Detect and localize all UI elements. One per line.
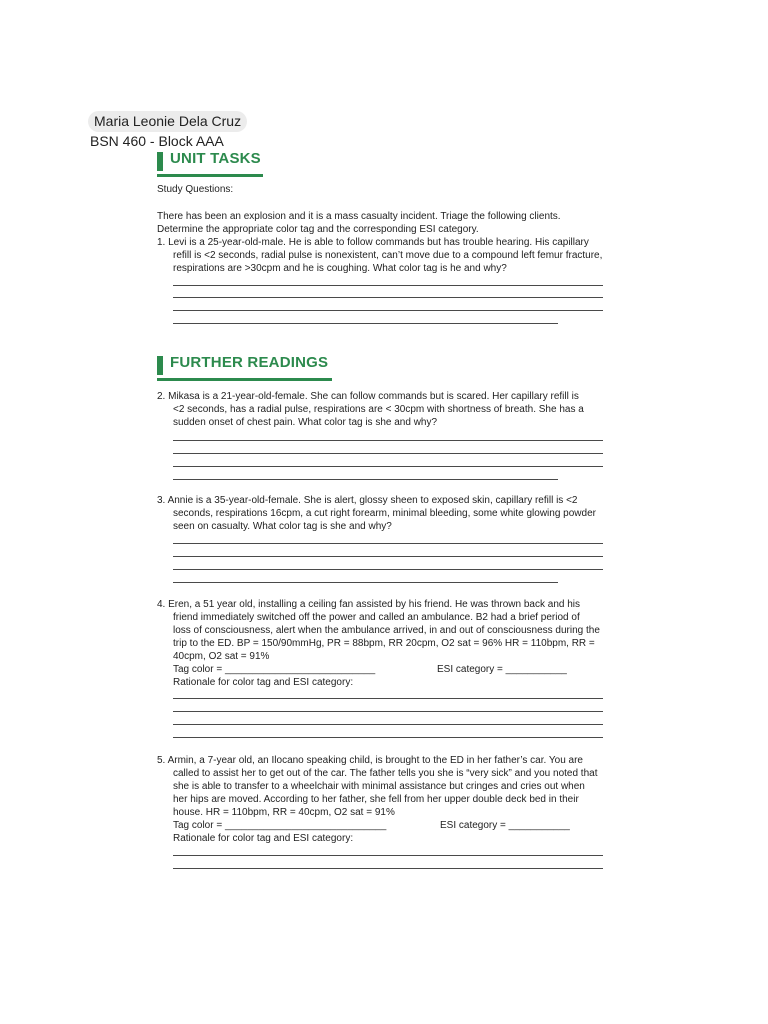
question-4-line: 4. Eren, a 51 year old, installing a ceiling fan assisted by his friend. He was thrown back and his [157, 599, 581, 610]
answer-line[interactable] [173, 323, 558, 324]
answer-line[interactable] [173, 698, 603, 699]
course-block: BSN 460 - Block AAA [90, 133, 224, 149]
question-3-line: seconds, respirations 16cpm, a cut right forearm, minimal bleeding, some white glowing powder [173, 508, 596, 519]
answer-line[interactable] [173, 569, 603, 570]
heading-underline [157, 174, 263, 177]
heading-underline [157, 378, 332, 381]
question-3-line: 3. Annie is a 35-year-old-female. She is alert, glossy sheen to exposed skin, capillary refill is <2 [157, 495, 578, 506]
question-5-line: 5. Armin, a 7-year old, an Ilocano speaking child, is brought to the ED in her father’s car. You are [157, 755, 583, 766]
heading-bar [157, 152, 163, 171]
further-readings-title: FURTHER READINGS [170, 354, 329, 371]
question-1-line: 1. Levi is a 25-year-old-male. He is able to follow commands but has trouble hearing. His capillary [157, 237, 589, 248]
tag-color-field[interactable]: Tag color = ___________________________ [173, 664, 376, 675]
answer-line[interactable] [173, 285, 603, 286]
answer-line[interactable] [173, 855, 603, 856]
answer-line[interactable] [173, 466, 603, 467]
answer-line[interactable] [173, 310, 603, 311]
question-4-line: loss of consciousness, alert when the ambulance arrived, in and out of consciousness during the [173, 625, 600, 636]
question-4-line: friend immediately switched off the power and called an ambulance. B2 had a brief period of [173, 612, 580, 623]
rationale-label: Rationale for color tag and ESI category: [173, 833, 354, 844]
student-name: Maria Leonie Dela Cruz [88, 111, 247, 132]
answer-line[interactable] [173, 868, 603, 869]
question-5-line: called to assist her to get out of the car. The father tells you she is “very sick” and you noted that [173, 768, 598, 779]
question-3-line: seen on casualty. What color tag is she and why? [173, 521, 392, 532]
answer-line[interactable] [173, 479, 558, 480]
question-2-line: 2. Mikasa is a 21-year-old-female. She can follow commands but is scared. Her capillary refill is [157, 391, 579, 402]
answer-line[interactable] [173, 453, 603, 454]
answer-line[interactable] [173, 556, 603, 557]
answer-line[interactable] [173, 711, 603, 712]
answer-line[interactable] [173, 724, 603, 725]
question-2-line: sudden onset of chest pain. What color tag is she and why? [173, 417, 438, 428]
answer-line[interactable] [173, 543, 603, 544]
answer-line[interactable] [173, 737, 603, 738]
intro-line: There has been an explosion and it is a mass casualty incident. Triage the following clients. [157, 211, 561, 222]
esi-category-field[interactable]: ESI category = ___________ [437, 664, 567, 675]
intro-line: Determine the appropriate color tag and the corresponding ESI category. [157, 224, 479, 235]
question-1-line: respirations are >30cpm and he is coughing. What color tag is he and why? [173, 263, 507, 274]
answer-line[interactable] [173, 297, 603, 298]
study-questions-label: Study Questions: [157, 184, 234, 195]
question-1-line: refill is <2 seconds, radial pulse is nonexistent, can’t move due to a compound left femur fracture, [173, 250, 603, 261]
rationale-label: Rationale for color tag and ESI category: [173, 677, 354, 688]
heading-bar [157, 356, 163, 375]
tag-color-field[interactable]: Tag color = _____________________________ [173, 820, 387, 831]
question-4-line: trip to the ED. BP = 150/90mmHg, PR = 88bpm, RR 20cpm, O2 sat = 96% HR = 110bpm, RR = [173, 638, 595, 649]
unit-tasks-title: UNIT TASKS [170, 150, 261, 167]
question-5-line: she is able to transfer to a wheelchair with minimal assistance but cringes and cries out when [173, 781, 585, 792]
question-5-line: house. HR = 110bpm, RR = 40cpm, O2 sat = 91% [173, 807, 395, 818]
answer-line[interactable] [173, 440, 603, 441]
answer-line[interactable] [173, 582, 558, 583]
question-5-line: her hips are moved. According to her father, she fell from her upper double deck bed in their [173, 794, 579, 805]
question-4-line: 40cpm, O2 sat = 91% [173, 651, 270, 662]
esi-category-field[interactable]: ESI category = ___________ [440, 820, 570, 831]
question-2-line: <2 seconds, has a radial pulse, respirations are < 30cpm with shortness of breath. She has a [173, 404, 584, 415]
